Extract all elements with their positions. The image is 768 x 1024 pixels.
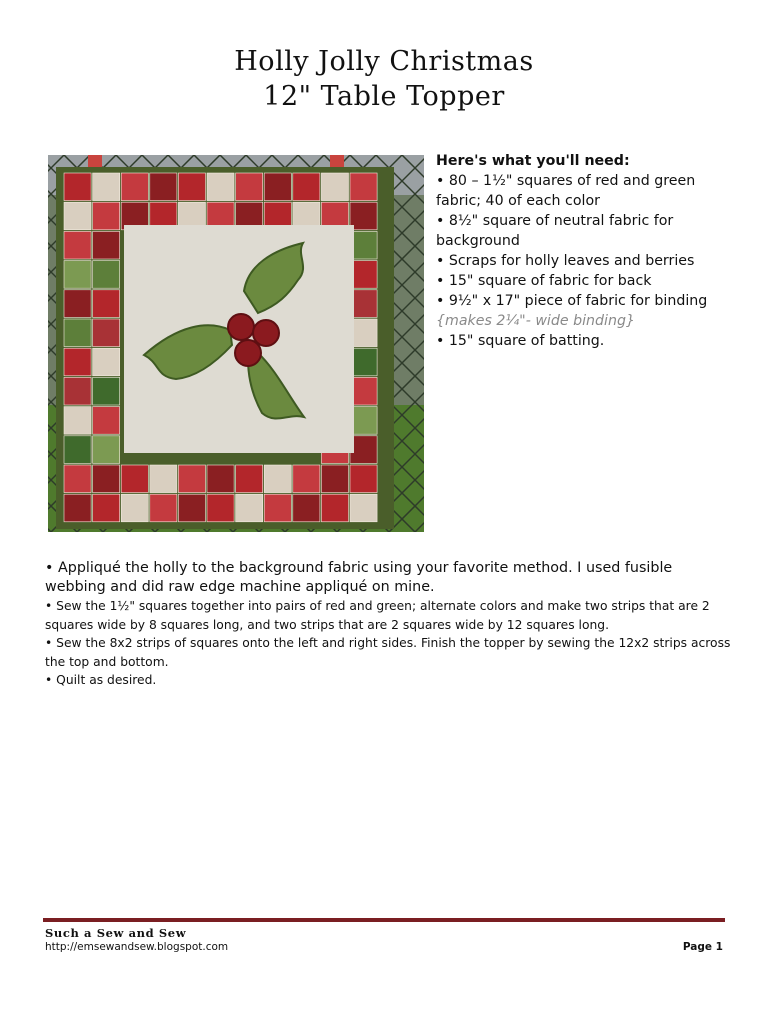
- berry: [235, 340, 261, 366]
- quilt-illustration: [48, 155, 424, 532]
- patchwork-square: [236, 494, 263, 522]
- patchwork-square: [321, 173, 348, 201]
- patchwork-square: [121, 465, 148, 493]
- patchwork-square: [64, 173, 91, 201]
- patchwork-square: [350, 407, 377, 435]
- patchwork-square: [178, 173, 205, 201]
- patchwork-square: [64, 407, 91, 435]
- patchwork-square: [236, 173, 263, 201]
- patchwork-square: [64, 290, 91, 318]
- patchwork-square: [121, 173, 148, 201]
- patchwork-square: [293, 173, 320, 201]
- patchwork-square: [264, 465, 291, 493]
- patchwork-square: [150, 494, 177, 522]
- patchwork-square: [350, 465, 377, 493]
- patchwork-square: [236, 465, 263, 493]
- patchwork-square: [178, 494, 205, 522]
- patchwork-square: [93, 202, 120, 230]
- patchwork-square: [93, 319, 120, 347]
- supply-item: • Scraps for holly leaves and berries: [436, 253, 695, 269]
- patchwork-square: [350, 494, 377, 522]
- patchwork-square: [64, 261, 91, 289]
- supply-item: • 15" square of fabric for back: [436, 273, 652, 289]
- supply-item: • 9½" x 17" piece of fabric for binding: [436, 293, 708, 309]
- patchwork-square: [350, 348, 377, 376]
- patchwork-square: [93, 290, 120, 318]
- patchwork-square: [350, 436, 377, 464]
- patchwork-square: [321, 494, 348, 522]
- patchwork-square: [93, 348, 120, 376]
- patchwork-square: [64, 348, 91, 376]
- instruction-step: • Appliqué the holly to the background fabric using your favorite method. I used fusible webbing and did raw edge machine appliqué on mine.: [45, 560, 673, 595]
- patchwork-square: [93, 231, 120, 259]
- patchwork-square: [64, 436, 91, 464]
- patchwork-square: [264, 494, 291, 522]
- patchwork-square: [64, 494, 91, 522]
- supply-item: • 80 – 1½" squares of red and green fabric; 40 of each color: [436, 173, 696, 209]
- patchwork-square: [64, 465, 91, 493]
- instruction-step: • Quilt as desired.: [45, 673, 157, 687]
- patchwork-square: [93, 377, 120, 405]
- patchwork-square: [350, 173, 377, 201]
- berry: [253, 320, 279, 346]
- footer-brand: Such a Sew and Sew: [45, 926, 187, 940]
- footer-link[interactable]: http://emsewandsew.blogspot.com: [45, 941, 229, 953]
- patchwork-square: [207, 494, 234, 522]
- patchwork-square: [93, 173, 120, 201]
- patchwork-square: [93, 465, 120, 493]
- patchwork-square: [150, 173, 177, 201]
- supplies-heading: Here's what you'll need:: [436, 153, 630, 169]
- instruction-step: • Sew the 8x2 strips of squares onto the left and right sides. Finish the topper by sewing the 12x2 strips across the top and bottom.: [45, 636, 731, 669]
- patchwork-square: [321, 465, 348, 493]
- page-title: Holly Jolly Christmas: [234, 46, 534, 77]
- patchwork-square: [93, 436, 120, 464]
- patchwork-square: [350, 261, 377, 289]
- patchwork-square: [350, 377, 377, 405]
- patchwork-square: [350, 319, 377, 347]
- patchwork-square: [350, 202, 377, 230]
- page-subtitle: 12" Table Topper: [263, 81, 505, 112]
- patchwork-square: [207, 173, 234, 201]
- patchwork-square: [93, 407, 120, 435]
- patchwork-square: [64, 231, 91, 259]
- patchwork-square: [121, 494, 148, 522]
- patchwork-square: [64, 319, 91, 347]
- instruction-step: • Sew the 1½" squares together into pairs of red and green; alternate colors and make two strips that are 2 squares wide by 8 squares long, and two strips that are 2 squares wide by 12 squares long.: [45, 599, 710, 632]
- footer-rule: [43, 918, 725, 922]
- supply-item: • 15" square of batting.: [436, 333, 605, 349]
- patchwork-square: [293, 494, 320, 522]
- patchwork-square: [150, 465, 177, 493]
- table-topper-photo: [48, 155, 424, 532]
- patchwork-square: [264, 173, 291, 201]
- patchwork-square: [64, 377, 91, 405]
- patchwork-square: [207, 465, 234, 493]
- page-number: Page 1: [682, 941, 723, 953]
- binding-note: {makes 2¼"- wide binding}: [436, 313, 636, 329]
- patchwork-square: [93, 261, 120, 289]
- patchwork-square: [178, 465, 205, 493]
- supplies-list: [436, 151, 736, 351]
- patchwork-square: [293, 465, 320, 493]
- patchwork-square: [350, 231, 377, 259]
- patchwork-square: [64, 202, 91, 230]
- instructions: [45, 559, 735, 690]
- patchwork-square: [350, 290, 377, 318]
- patchwork-square: [93, 494, 120, 522]
- supply-item: • 8½" square of neutral fabric for background: [436, 213, 674, 249]
- berry: [228, 314, 254, 340]
